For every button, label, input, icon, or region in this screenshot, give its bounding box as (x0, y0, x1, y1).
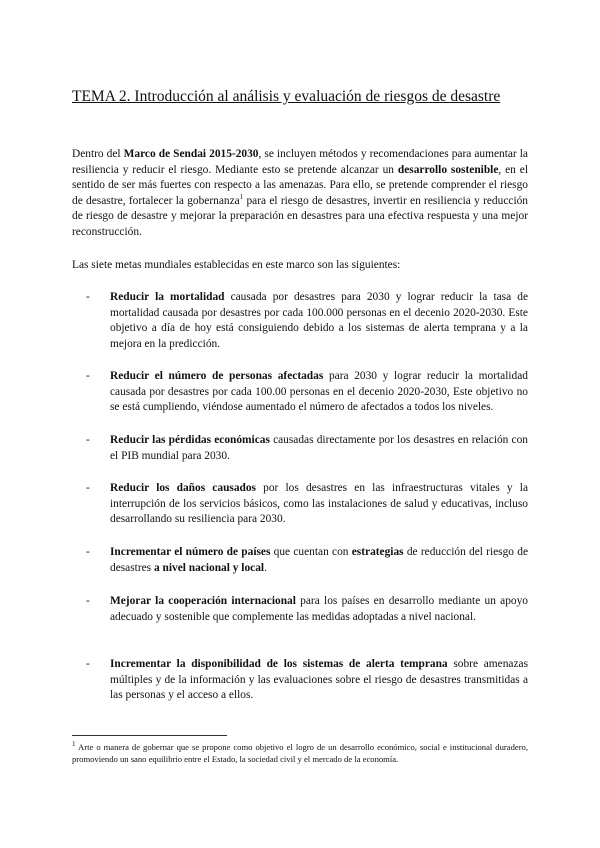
item-bold: Reducir las pérdidas económicas (110, 434, 270, 446)
footnote-separator (72, 735, 227, 736)
item-bold: Reducir el número de personas afectadas (110, 370, 324, 382)
footnote-number: 1 (72, 740, 76, 749)
item-bold-3: a nivel nacional y local (153, 561, 265, 574)
intro-text-2: , se incluyen métodos y recomendaciones para aumentar la resiliencia y reducir el riesgo. Mediante esto se pretende alcanzar un (72, 148, 528, 176)
list-item (86, 594, 528, 625)
item-text: para 2030 y lograr reducir la mortalidad causada por desastres por cada 100.00 personas en el decenio 2020-2030, Este objetivo no se está cumpliendo, viéndose aumentado el número de afectados a todos los niveles. (110, 370, 528, 413)
bullet-dash: - (86, 370, 90, 382)
item-text: por los desastres en las infraestructuras vitales y la interrupción de los servicios básicos, como las instalaciones de salud y educativas, incluso desarrollando su resiliencia para 2030. (110, 482, 529, 525)
item-text-2: de reducción del riesgo de desastres (110, 546, 529, 574)
list-item (86, 433, 528, 464)
item-text: causadas directamente por los desastres en relación con el PIB mundial para 2030. (110, 434, 528, 462)
intro-paragraph (72, 147, 528, 240)
item-text: sobre amenazas múltiples y de la información y las evaluaciones sobre el riesgo de desastres transmitidas a las personas y el acceso a ellos. (110, 658, 528, 701)
item-bold: Reducir los daños causados (110, 482, 256, 494)
item-bold: Mejorar la cooperación internacional (110, 595, 296, 607)
item-text: para los países en desarrollo mediante un apoyo adecuado y sostenible que complemente las medidas adoptadas a nivel nacional. (110, 595, 528, 623)
footnote-reference[interactable]: 1 (239, 192, 244, 201)
footnote (72, 741, 528, 765)
intro-bold-desarrollo: desarrollo sostenible (397, 163, 499, 176)
bullet-dash: - (86, 595, 90, 607)
item-bold: Incrementar el número de países (110, 546, 271, 558)
bullet-dash: - (86, 291, 90, 303)
list-item (86, 369, 528, 416)
footnote-text: Arte o manera de gobernar que se propone como objetivo el logro de un desarrollo económico, social e institucional duradero, promoviendo un sano equilibrio entre el Estado, la sociedad civil y el mercado de la economía. (72, 742, 528, 764)
intro-text-3: , en el sentido de ser más fuertes con respecto a las amenazas. Para ello, se pretende comprender el riesgo de desastre, fortalecer la gobernanza (72, 163, 528, 207)
section-title: TEMA 2. Introducción al análisis y evaluación de riesgos de desastre (72, 88, 501, 105)
list-item (86, 545, 528, 576)
item-bold: Reducir la mortalidad (110, 291, 225, 303)
list-item (86, 657, 528, 704)
intro-bold-sendai: Marco de Sendai 2015-2030 (123, 148, 259, 160)
goals-intro: Las siete metas mundiales establecidas en este marco son las siguientes: (72, 259, 401, 271)
item-text-3: . (264, 561, 267, 574)
intro-text-1: Dentro del (72, 148, 124, 160)
bullet-dash: - (86, 434, 90, 446)
intro-text-4: para el riesgo de desastres, invertir en resiliencia y reducción de riesgo de desastre y mejorar la preparación en desastres para una efectiva respuesta y una mejor reconstrucción. (72, 194, 528, 238)
item-text: causada por desastres para 2030 y lograr reducir la tasa de mortalidad causada por desastres por cada 100.000 personas en el decenio 2020-2030. Este objetivo a día de hoy está consiguiendo debido a los sistemas de alerta temprana y a la mejora en la predicción. (110, 291, 528, 350)
item-text: que cuentan con (270, 546, 352, 558)
item-bold-2: estrategias (351, 546, 404, 558)
item-bold: Incrementar la disponibilidad de los sistemas de alerta temprana (110, 658, 448, 670)
list-item (86, 290, 528, 352)
bullet-dash: - (86, 546, 90, 558)
bullet-dash: - (86, 482, 90, 494)
bullet-dash: - (86, 658, 90, 670)
list-item (86, 481, 528, 528)
